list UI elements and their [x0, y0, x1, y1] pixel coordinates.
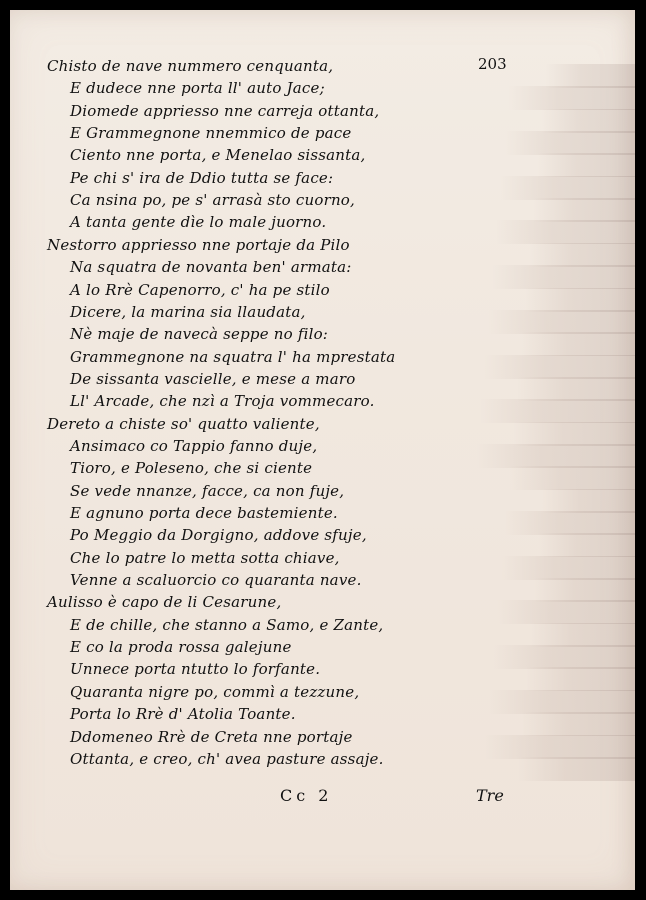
show-through-stroke	[537, 153, 635, 177]
verse-line: Ansimaco co Tappio fanno duje,	[70, 436, 318, 455]
show-through-stroke	[522, 712, 635, 736]
verse-line: Che lo patre lo metta sotta chiave,	[70, 548, 340, 567]
show-through-stroke	[485, 735, 635, 759]
show-through-stroke	[538, 533, 635, 557]
show-through-stroke	[488, 310, 635, 334]
verse-line: E Grammegnone nnemmico de pace	[70, 124, 352, 143]
verse-line: Dicere, la marina sia llaudata,	[70, 302, 306, 321]
show-through-stroke	[480, 399, 635, 423]
verse-line: E co la proda rossa galejune	[70, 638, 292, 657]
book-page	[10, 10, 635, 890]
show-through-stroke	[504, 131, 635, 155]
verse-line: Pe chi s' ira de Ddio tutta se face:	[70, 168, 334, 187]
show-through-stroke	[541, 109, 635, 133]
show-through-stroke	[492, 265, 635, 289]
verse-line: Ca nsina po, pe s' arrasà sto cuorno,	[70, 191, 356, 210]
verse-line: Ottanta, e creo, ch' avea pasture assaje.	[70, 749, 384, 768]
verse-line: Venne a scaluorcio co quaranta nave.	[70, 571, 362, 590]
stanza-first-line: Dereto a chiste so' quatto valiente,	[47, 414, 320, 433]
show-through-stroke	[489, 690, 635, 714]
show-through-stroke	[496, 220, 635, 244]
verse-line: E de chille, che stanno a Samo, e Zante,	[70, 615, 384, 634]
show-through-stroke	[518, 757, 635, 781]
verse-line: Tioro, e Poleseno, che si ciente	[70, 459, 313, 478]
verse-line: Ll' Arcade, che nzì a Troja vommecaro.	[70, 392, 375, 411]
verse-line: A lo Rrè Capenorro, c' ha pe stilo	[70, 280, 330, 299]
verse-line: Unnece porta ntutto lo forfante.	[70, 660, 321, 679]
verse-line: Grammegnone na squatra l' ha mprestata	[70, 347, 396, 366]
show-through-stroke	[525, 288, 635, 312]
show-through-stroke	[534, 578, 635, 602]
show-through-stroke	[542, 489, 635, 513]
show-through-stroke	[500, 176, 635, 200]
show-through-stroke	[530, 623, 635, 647]
verse-line: Na squatra de novanta ben' armata:	[70, 258, 352, 277]
show-through-stroke	[529, 243, 635, 267]
verse-line: Se vede nnanze, facce, ca non fuje,	[70, 481, 345, 500]
verse-line: E agnuno porta dece bastemiente.	[70, 504, 338, 522]
verse-line: A tanta gente dìe lo male juorno.	[70, 213, 327, 232]
verse-line: De sissanta vascielle, e mese a maro	[70, 369, 356, 388]
show-through-stroke	[513, 422, 635, 446]
stanza-first-line: Nestorro appriesso nne portaje da Pilo	[47, 235, 350, 254]
page-number: 203	[478, 55, 507, 73]
verse-line: Porta lo Rrè d' Atolia Toante.	[70, 705, 296, 724]
verse-line: Ciento nne porta, e Menelao sissanta,	[70, 146, 366, 165]
show-through-stroke	[501, 556, 635, 580]
show-through-stroke	[476, 444, 635, 468]
stanza-first-line: Chisto de nave nummero cenquanta,	[47, 57, 334, 75]
show-through-stroke	[493, 645, 635, 669]
verse-line: Ddomeneo Rrè de Creta nne portaje	[70, 727, 353, 746]
verse-line: Po Meggio da Dorgigno, addove sfuje,	[70, 526, 367, 545]
show-through-stroke	[533, 198, 635, 222]
stanza-first-line: Aulisso è capo de li Cesarune,	[47, 593, 282, 612]
show-through-stroke	[508, 86, 635, 110]
signature-mark: Cc 2	[280, 786, 333, 805]
show-through-stroke	[517, 377, 635, 401]
show-through-stroke	[509, 466, 635, 490]
verse-line: E dudece nne porta ll' auto Jace;	[70, 79, 325, 98]
verse-line: Nè maje de navecà seppe no filo:	[70, 325, 329, 344]
verse-line: Quaranta nigre po, commì a tezzune,	[70, 682, 360, 701]
show-through-stroke	[484, 355, 635, 379]
show-through-stroke	[505, 511, 635, 535]
show-through-stroke	[526, 667, 635, 691]
verse-line: Diomede appriesso nne carreja ottanta,	[70, 101, 380, 120]
catchword: Tre	[476, 786, 504, 805]
show-through-stroke	[497, 600, 635, 624]
show-through-stroke	[521, 332, 635, 356]
show-through-stroke	[545, 64, 635, 88]
show-through-text	[465, 60, 635, 840]
